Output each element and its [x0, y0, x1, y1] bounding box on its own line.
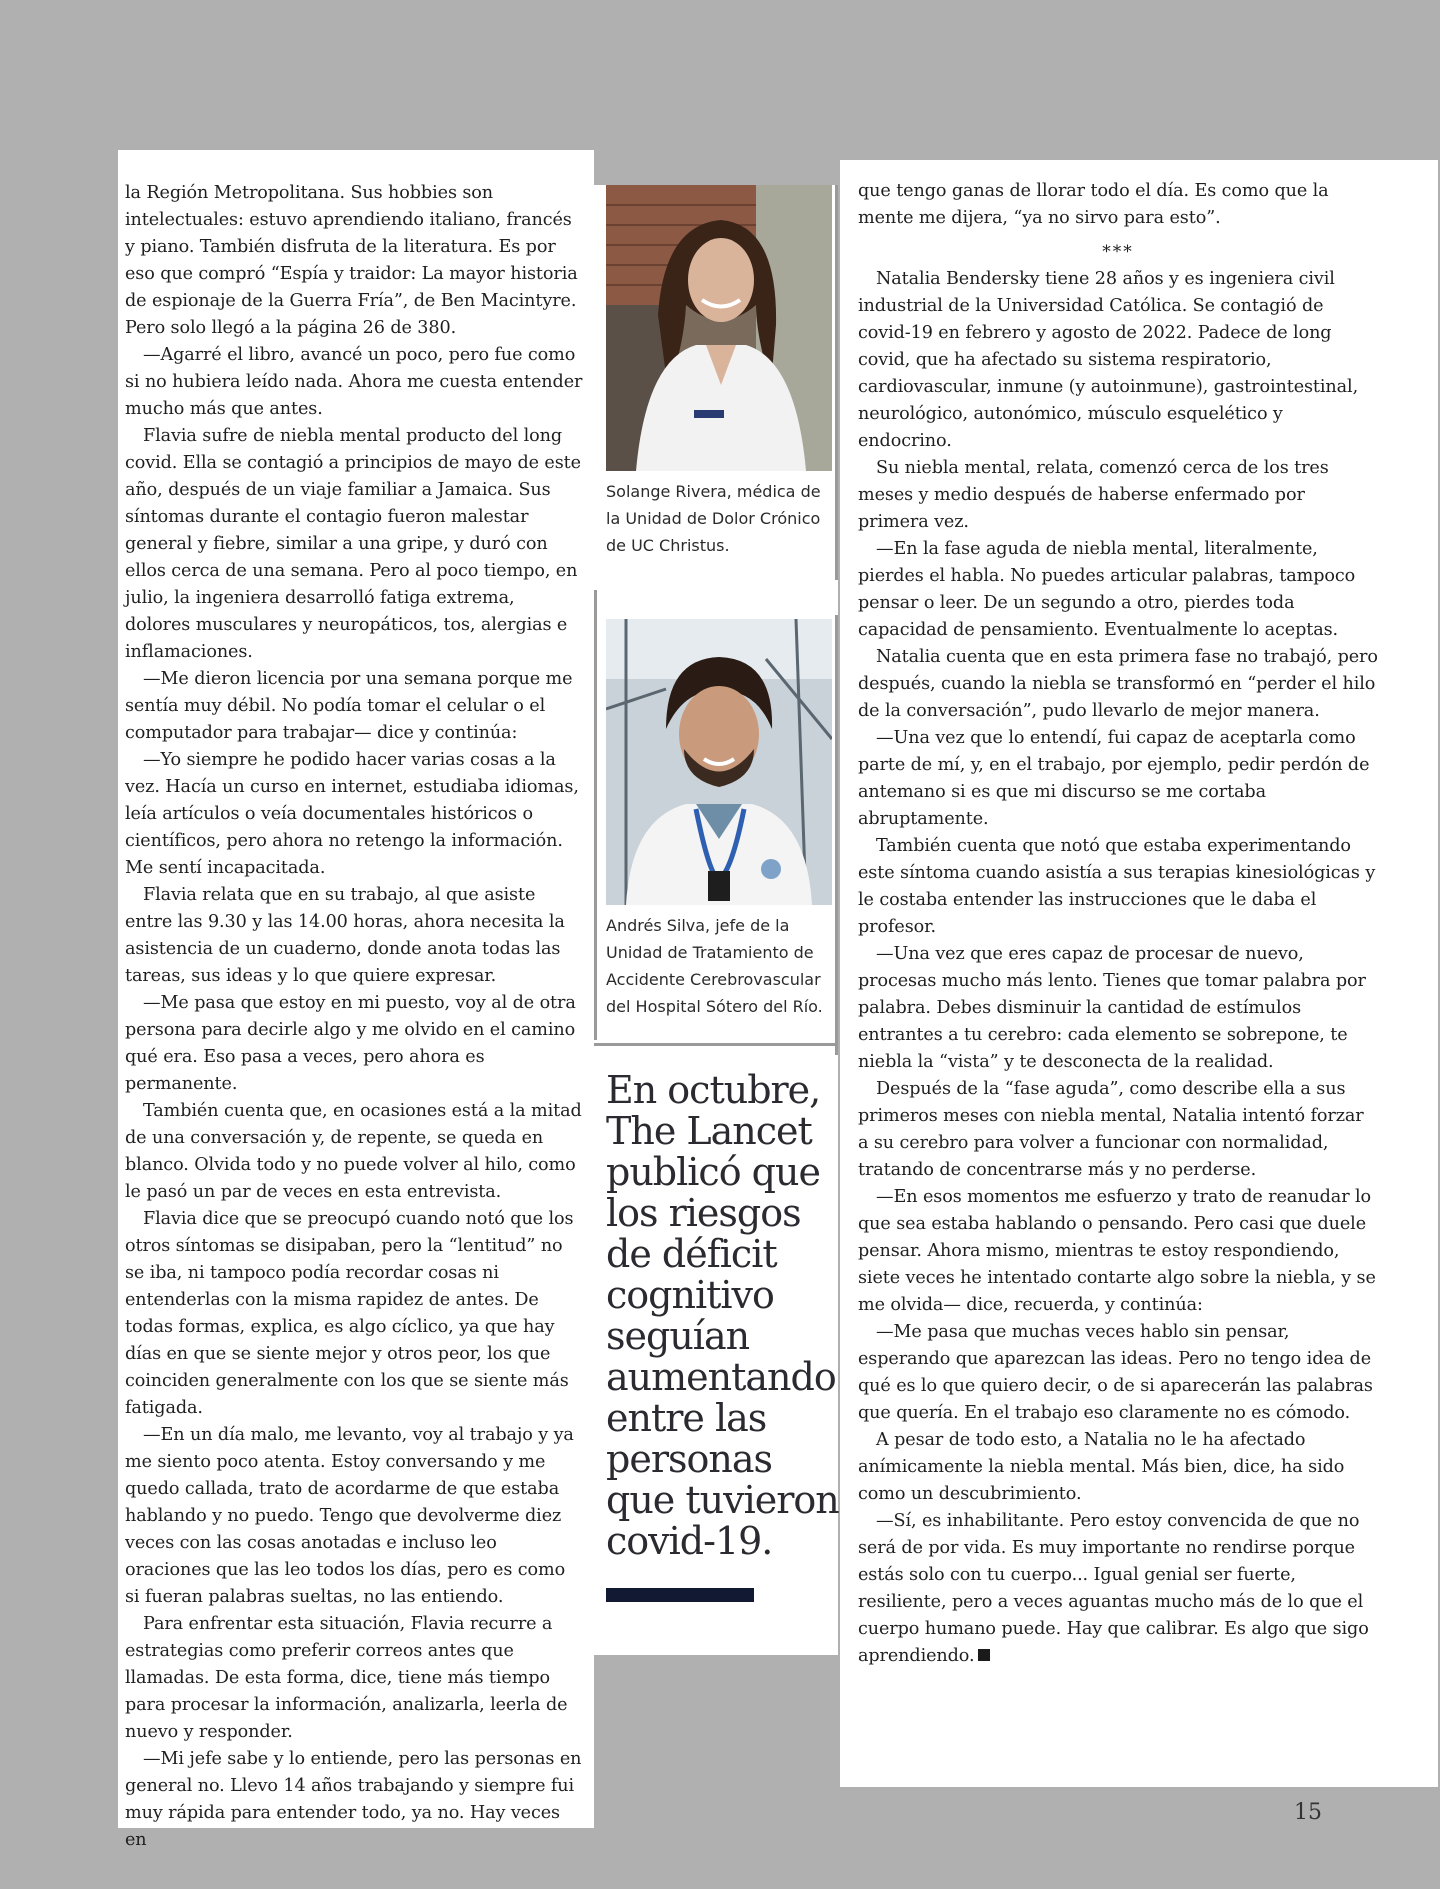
article-paragraph: También cuenta que, en ocasiones está a la mitad de una conversación y, de repente, se queda en blanco. Olvida todo y no puede volver al hilo, como le pasó un par de veces en esta entrevista. — [125, 1101, 582, 1202]
right-column-body — [858, 178, 1378, 1670]
left-text-column — [118, 150, 594, 1850]
section-separator: *** — [1102, 242, 1134, 262]
article-paragraph: Flavia dice que se preocupó cuando notó que los otros síntomas se disipaban, pero la “lentitud” no se iba, ni tampoco podía recordar cosas ni entenderlas con la misma rapidez de antes. De todas formas, explica, es algo cíclico, ya que hay días en que se siente mejor y otros peor, los que coinciden generalmente con los que se siente más fatigada. — [125, 1209, 574, 1418]
article-paragraph: Natalia Bendersky tiene 28 años y es ingeniera civil industrial de la Universidad Católica. Se contagió de covid-19 en febrero y agosto de 2022. Padece de long covid, que ha afectado su sistema respiratorio, cardiovascular, inmune (y autoinmune), gastrointestinal, neurológico, autonómico, músculo esquelético y endocrino. — [858, 269, 1359, 451]
article-paragraph: —Una vez que eres capaz de procesar de nuevo, procesas mucho más lento. Tienes que tomar palabra por palabra. Debes disminuir la cantidad de estímulos entrantes a tu cerebro: cada elemento se sobrepone, te niebla la “vista” y te desconecta de la realidad. — [858, 944, 1366, 1072]
article-paragraph: —Mi jefe sabe y lo entiende, pero las personas en general no. Llevo 14 años trabajando y siempre fui muy rápida para entender todo, ya no. Hay veces en — [125, 1749, 582, 1850]
article-paragraph: —Sí, es inhabilitante. Pero estoy convencida de que no será de por vida. Es muy importante no rendirse porque estás solo con tu cuerpo... Igual genial ser fuerte, resiliente, pero a veces aguantas mucho más de lo que el cuerpo humano puede. Hay que calibrar. Es algo que sigo aprendiendo. — [858, 1511, 1369, 1666]
article-paragraph: —En la fase aguda de niebla mental, literalmente, pierdes el habla. No puedes articular palabras, tampoco pensar o leer. De un segundo a otro, pierdes toda capacidad de pensamiento. Eventualmente lo aceptas. — [858, 539, 1356, 640]
page-number: 15 — [1294, 1800, 1322, 1825]
caption-solange-rivera: Solange Rivera, médica de la Unidad de Dolor Crónico de UC Christus. — [606, 482, 821, 555]
article-paragraph: —Yo siempre he podido hacer varias cosas a la vez. Hacía un curso en internet, estudiaba idiomas, leía artículos o veía documentales históricos o científicos, pero ahora no retengo la información. Me sentí incapacitada. — [125, 750, 579, 878]
article-paragraph: —Agarré el libro, avancé un poco, pero fue como si no hubiera leído nada. Ahora me cuesta entender mucho más que antes. — [125, 345, 583, 419]
article-paragraph: —Me dieron licencia por una semana porque me sentía muy débil. No podía tomar el celular o el computador para trabajar— dice y continúa: — [125, 669, 573, 743]
article-paragraph: Flavia relata que en su trabajo, al que asiste entre las 9.30 y las 14.00 horas, ahora necesita la asistencia de un cuaderno, donde anota todas las tareas, sus ideas y lo que quiere expresar. — [125, 885, 565, 986]
article-paragraph: Para enfrentar esta situación, Flavia recurre a estrategias como preferir correos antes que llamadas. De esta forma, dice, tiene más tiempo para procesar la información, analizarla, leerla de nuevo y responder. — [125, 1614, 568, 1742]
article-paragraph: Natalia cuenta que en esta primera fase no trabajó, pero después, cuando la niebla se transformó en “perder el hilo de la conversación”, pudo llevarlo de mejor manera. — [858, 647, 1378, 721]
end-of-article-mark — [978, 1649, 990, 1661]
article-paragraph: —En un día malo, me levanto, voy al trabajo y ya me siento poco atenta. Estoy conversando y me quedo callada, trato de acordarme de que estaba hablando y no puedo. Tengo que devolverme diez veces con las cosas anotadas e incluso leo oraciones que las leo todos los días, pero es como si fueran palabras sueltas, no las entiendo. — [125, 1425, 574, 1607]
pull-quote: En octubre, The Lancet publicó que los riesgos de déficit cognitivo seguían aumentando entre las personas que tuvieron covid-19. — [606, 1068, 839, 1563]
article-paragraph: También cuenta que notó que estaba experimentando este síntoma cuando asistía a sus terapias kinesiológicas y le costaba entender las instrucciones que le daba el profesor. — [858, 836, 1376, 937]
article-paragraph: —Me pasa que muchas veces hablo sin pensar, esperando que aparezcan las ideas. Pero no tengo idea de qué es lo que quiero decir, o de si aparecerán las palabras que quería. En el trabajo eso claramente no es cómodo. — [858, 1322, 1373, 1423]
right-text-column — [840, 160, 1438, 1787]
article-paragraph: A pesar de todo esto, a Natalia no le ha afectado anímicamente la niebla mental. Más bien, dice, ha sido como un descubrimiento. — [858, 1430, 1345, 1504]
article-paragraph: —Me pasa que estoy en mi puesto, voy al de otra persona para decirle algo y me olvido en el camino qué era. Eso pasa a veces, pero ahora es permanente. — [125, 993, 576, 1094]
caption-andres-silva: Andrés Silva, jefe de la Unidad de Tratamiento de Accidente Cerebrovascular del Hospital Sótero del Río. — [606, 916, 823, 1016]
article-paragraph: Después de la “fase aguda”, como describe ella a sus primeros meses con niebla mental, Natalia intentó forzar a su cerebro para volver a funcionar con normalidad, tratando de concentrarse más y no perderse. — [858, 1079, 1364, 1180]
article-paragraph: que tengo ganas de llorar todo el día. Es como que la mente me dijera, “ya no sirvo para esto”. — [858, 181, 1329, 228]
pull-quote-accent-bar — [606, 1588, 754, 1602]
article-paragraph: Su niebla mental, relata, comenzó cerca de los tres meses y medio después de haberse enfermado por primera vez. — [858, 458, 1329, 532]
photo-andres-silva — [606, 619, 832, 905]
photo-2-frame-line-bottom — [594, 1043, 838, 1046]
photo-2-frame-line-left — [594, 590, 597, 1040]
article-paragraph: la Región Metropolitana. Sus hobbies son intelectuales: estuvo aprendiendo italiano, francés y piano. También disfruta de la literatura. Es por eso que compró “Espía y traidor: La mayor historia de espionaje de la Guerra Fría”, de Ben Macintyre. Pero solo llegó a la página 26 de 380. — [125, 183, 578, 338]
left-column-body — [125, 180, 585, 1854]
article-paragraph: —Una vez que lo entendí, fui capaz de aceptarla como parte de mí, y, en el trabajo, por ejemplo, pedir perdón de antemano si es que mi discurso se me cortaba abruptamente. — [858, 728, 1370, 829]
photo-solange-rivera — [606, 185, 832, 471]
article-paragraph: Flavia sufre de niebla mental producto del long covid. Ella se contagió a principios de mayo de este año, después de un viaje familiar a Jamaica. Sus síntomas durante el contagio fueron malestar general y fiebre, similar a una gripe, y duró con ellos cerca de una semana. Pero al poco tiempo, en julio, la ingeniera desarrolló fatiga extrema, dolores musculares y neuropáticos, tos, alergias e inflamaciones. — [125, 426, 581, 662]
article-paragraph: —En esos momentos me esfuerzo y trato de reanudar lo que sea estaba hablando o pensando. Pero casi que duele pensar. Ahora mismo, mientras te estoy respondiendo, siete veces he intentado contarte algo sobre la niebla, y se me olvida— dice, recuerda, y continúa: — [858, 1187, 1376, 1315]
